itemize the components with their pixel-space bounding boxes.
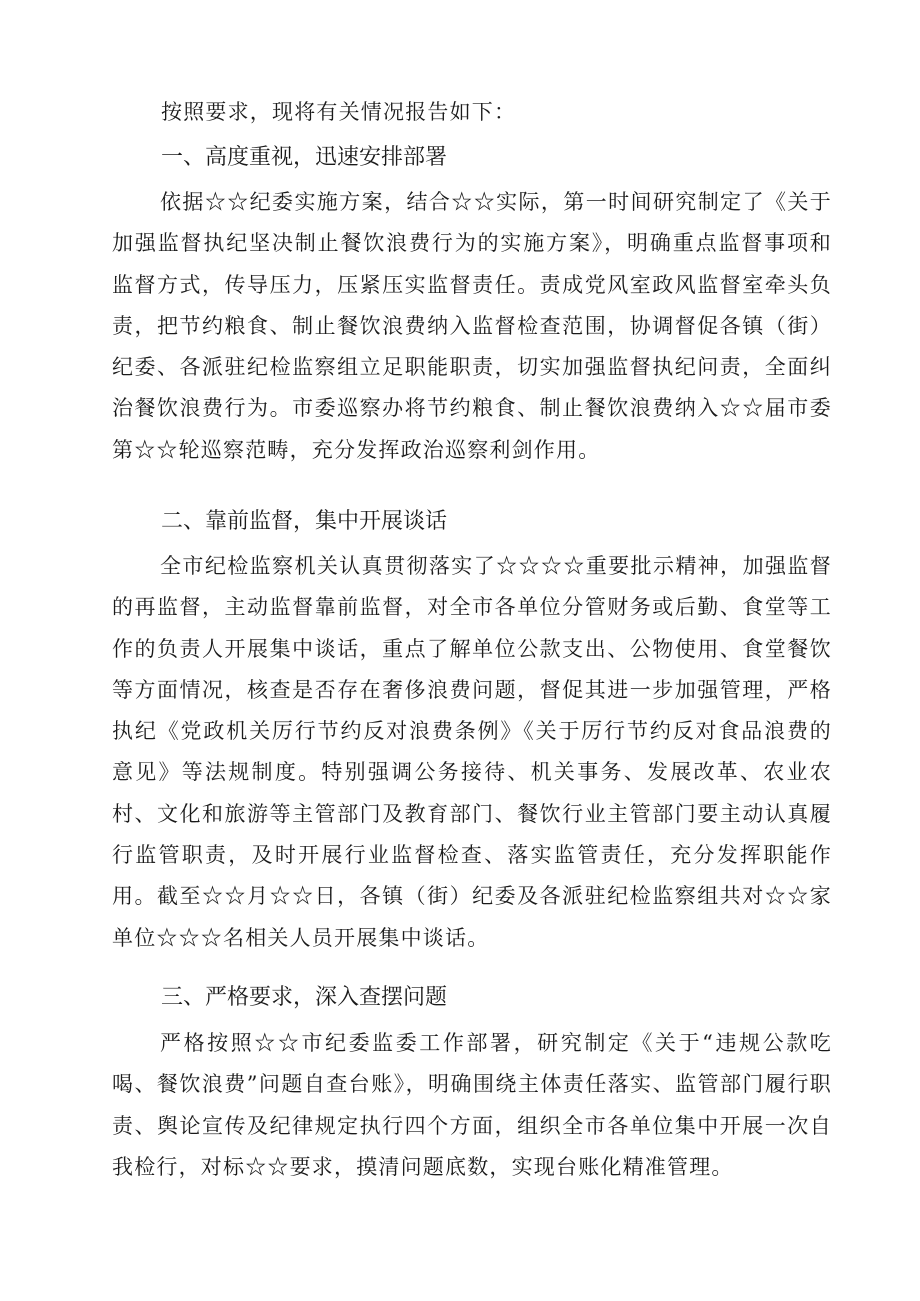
intro-paragraph: 按照要求，现将有关情况报告如下：	[161, 100, 517, 124]
section-heading-1: 一、高度重视，迅速安排部署	[161, 145, 448, 170]
section-body-3: 严格按照☆☆市纪委监委工作部署，研究制定《关于“违规公款吃喝、餐饮浪费”问题自查台账》，明确围绕主体责任落实、监管部门履行职责、舆论宣传及纪律规定执行四个方面，组织全市各单位集中开展一次自我检行，对标☆☆要求，摸清问题底数，实现台账化精准管理。	[112, 1031, 832, 1179]
section-body-1: 依据☆☆纪委实施方案，结合☆☆实际，第一时间研究制定了《关于加强监督执纪坚决制止餐饮浪费行为的实施方案》，明确重点监督事项和监督方式，传导压力，压紧压实监督责任。责成党风室政风监督室牵头负责，把节约粮食、制止餐饮浪费纳入监督检查范围，协调督促各镇（街）纪委、各派驻纪检监察组立足职能职责，切实加强监督执纪问责，全面纠治餐饮浪费行为。市委巡察办将节约粮食、制止餐饮浪费纳入☆☆届市委第☆☆轮巡察范畴，充分发挥政治巡察利剑作用。	[112, 190, 832, 462]
section-heading-3: 三、严格要求，深入查摆问题	[161, 985, 448, 1010]
section-heading-2: 二、靠前监督，集中开展谈话	[161, 509, 448, 534]
section-body-2: 全市纪检监察机关认真贯彻落实了☆☆☆☆重要批示精神，加强监督的再监督，主动监督靠前监督，对全市各单位分管财务或后勤、食堂等工作的负责人开展集中谈话，重点了解单位公款支出、公物使用、食堂餐饮等方面情况，核查是否存在奢侈浪费问题，督促其进一步加强管理，严格执纪《党政机关厉行节约反对浪费条例》《关于厉行节约反对食品浪费的意见》等法规制度。特别强调公务接待、机关事务、发展改革、农业农村、文化和旅游等主管部门及教育部门、餐饮行业主管部门要主动认真履行监管职责，及时开展行业监督检查、落实监管责任，充分发挥职能作用。截至☆☆月☆☆日，各镇（街）纪委及各派驻纪检监察组共对☆☆家单位☆☆☆名相关人员开展集中谈话。	[112, 554, 832, 950]
